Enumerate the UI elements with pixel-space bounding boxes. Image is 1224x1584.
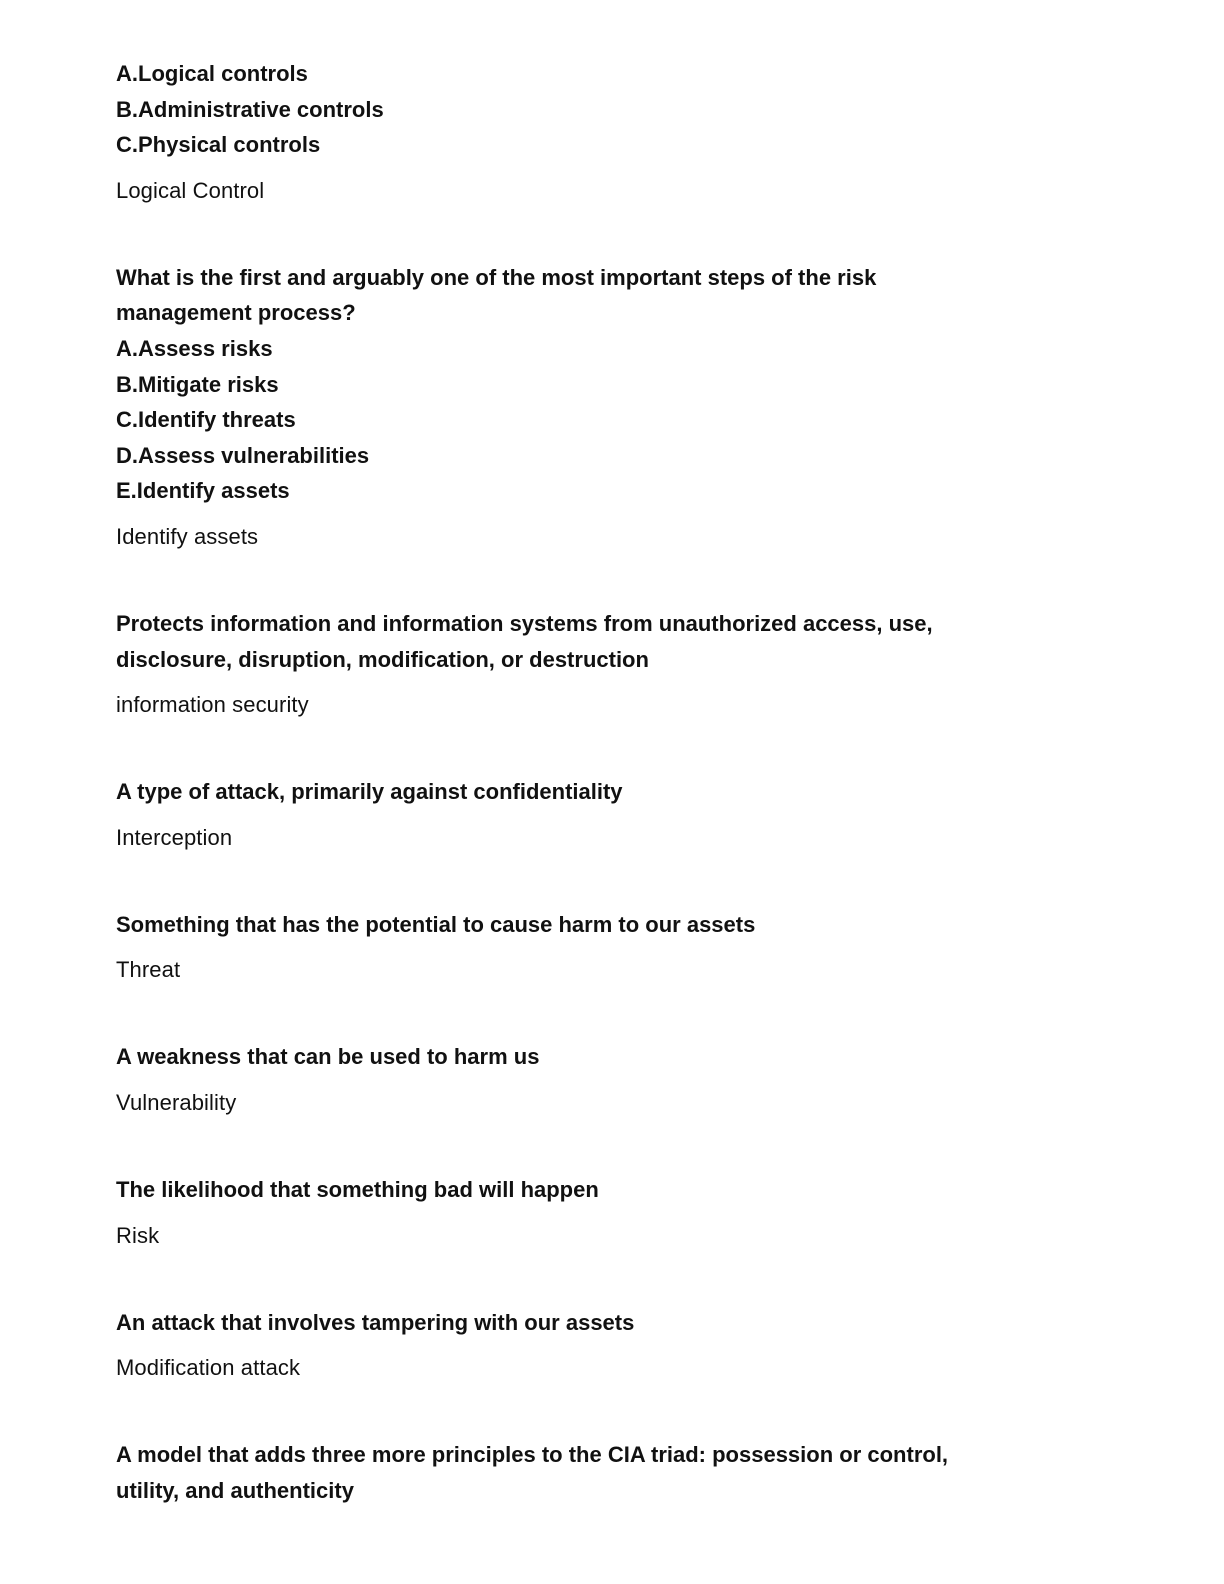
question-line: The likelihood that something bad will happen <box>116 1176 599 1202</box>
question <box>116 1305 1076 1341</box>
question <box>116 260 1076 509</box>
answer: Interception <box>116 824 233 850</box>
qa-block-modification <box>116 1305 1076 1383</box>
qa-block-interception <box>116 774 1076 852</box>
option-d: D.Assess vulnerabilities <box>116 442 370 468</box>
block-gap <box>116 1382 1076 1437</box>
answer: Logical Control <box>116 177 265 203</box>
question <box>116 907 1076 943</box>
answer: Identify assets <box>116 523 259 549</box>
qa-block-vulnerability <box>116 1039 1076 1117</box>
question-line: disclosure, disruption, modification, or destruction <box>116 646 649 672</box>
question <box>116 1172 1076 1208</box>
option-a: A.Assess risks <box>116 335 273 361</box>
option-b: B.Administrative controls <box>116 96 384 122</box>
question-line: Something that has the potential to cause harm to our assets <box>116 911 756 937</box>
block-gap <box>116 852 1076 907</box>
answer: information security <box>116 692 309 718</box>
block-gap <box>116 719 1076 774</box>
answer: Vulnerability <box>116 1089 237 1115</box>
question <box>116 1437 1076 1508</box>
question-line: management process? <box>116 300 356 326</box>
qa-block-threat <box>116 907 1076 985</box>
question-line: A weakness that can be used to harm us <box>116 1044 540 1070</box>
question-line: Protects information and information systems from unauthorized access, use, <box>116 610 933 636</box>
option-c: C.Physical controls <box>116 132 321 158</box>
answer: Risk <box>116 1222 160 1248</box>
option-c: C.Identify threats <box>116 407 296 433</box>
option-b: B.Mitigate risks <box>116 371 279 397</box>
qa-block-parkerian-hexad <box>116 1437 1076 1508</box>
qa-block-information-security <box>116 606 1076 719</box>
block-gap <box>116 984 1076 1039</box>
option-e: E.Identify assets <box>116 478 290 504</box>
qa-block-controls <box>116 56 1076 205</box>
question <box>116 1039 1076 1075</box>
qa-block-risk-management <box>116 260 1076 551</box>
block-gap <box>116 551 1076 606</box>
answer: Modification attack <box>116 1355 301 1381</box>
question-line: A type of attack, primarily against confidentiality <box>116 779 623 805</box>
question <box>116 56 1076 163</box>
qa-block-risk <box>116 1172 1076 1250</box>
option-a: A.Logical controls <box>116 61 308 86</box>
block-gap <box>116 205 1076 260</box>
question-line: What is the first and arguably one of the most important steps of the risk <box>116 264 877 290</box>
question <box>116 774 1076 810</box>
question <box>116 606 1076 677</box>
document-page <box>116 56 1076 1508</box>
answer: Threat <box>116 957 181 983</box>
block-gap <box>116 1117 1076 1172</box>
question-line: An attack that involves tampering with our assets <box>116 1309 635 1335</box>
question-line: A model that adds three more principles to the CIA triad: possession or control, <box>116 1442 949 1468</box>
block-gap <box>116 1250 1076 1305</box>
question-line: utility, and authenticity <box>116 1477 354 1503</box>
